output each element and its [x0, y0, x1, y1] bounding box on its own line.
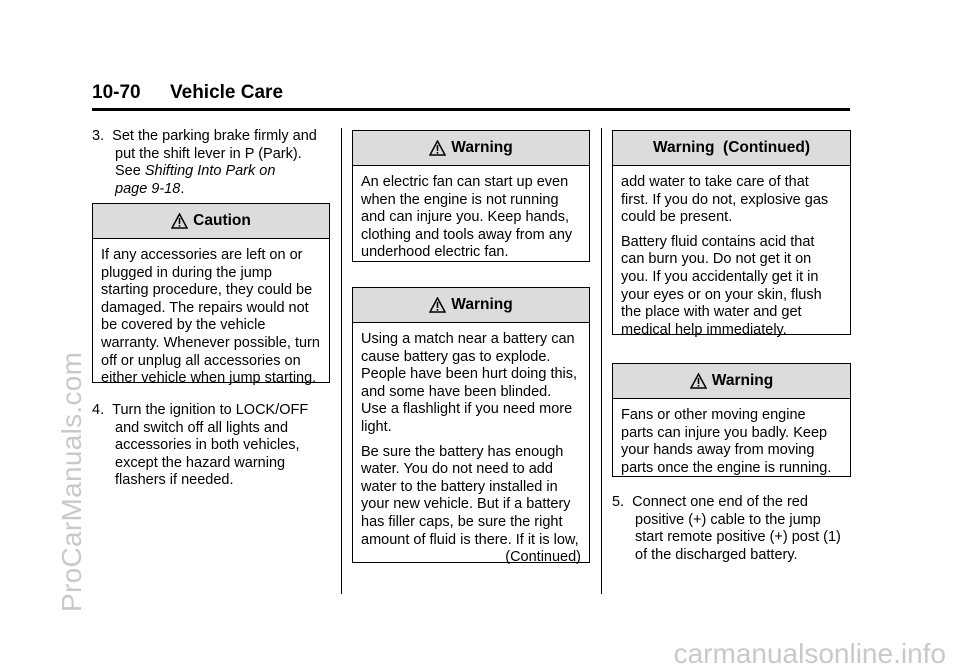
- warning-line: your eyes or on your skin, flush: [621, 286, 822, 303]
- caution-line: off or unplug all accessories on: [101, 352, 301, 369]
- warning-line: add water to take care of that: [621, 174, 809, 190]
- warning-line: water. You do not need to add: [361, 461, 553, 478]
- step-3-line-1: [92, 128, 317, 146]
- warning-box-moving-parts: [612, 363, 851, 477]
- warning-paragraph: [621, 174, 842, 227]
- see-word: See: [115, 163, 145, 179]
- step-4-line: accessories in both vehicles,: [115, 437, 300, 453]
- warning-line: can burn you. Do not get it on: [621, 251, 812, 268]
- step-5: [612, 494, 841, 564]
- step-5-line: start remote positive (+) post (1): [635, 529, 841, 545]
- caution-line: starting procedure, they could be: [101, 282, 313, 299]
- warning-line: Battery fluid contains acid that: [621, 233, 815, 250]
- warning-continued-title: Warning (Continued): [653, 139, 810, 156]
- step-5-number: 5.: [612, 494, 625, 510]
- step-5-line: positive (+) cable to the jump: [635, 511, 821, 528]
- caution-title: Caution: [193, 212, 251, 229]
- step-3-line-4: [92, 181, 317, 199]
- section-title: Vehicle Care: [170, 82, 284, 103]
- warning-line: Use a flashlight if you need more: [361, 401, 573, 418]
- warning-line: first. If you do not, explosive gas: [621, 191, 829, 208]
- warning-body: [353, 323, 589, 567]
- step-5-line: of the discharged battery.: [635, 546, 798, 563]
- warning-line: amount of fluid is there. If it is low,: [361, 531, 579, 548]
- warning-body: [613, 399, 850, 477]
- warning-line: People have been hurt doing this,: [361, 366, 578, 383]
- caution-box: [92, 203, 330, 387]
- warning-line: cause battery gas to explode.: [361, 348, 551, 365]
- step-3: [92, 128, 317, 198]
- caution-body: [93, 239, 329, 388]
- step-5-text: Connect one end of the red: [632, 494, 808, 510]
- warning-line: the place with water and get: [621, 304, 802, 321]
- column-divider-2: [601, 128, 602, 594]
- column-divider-1: [341, 128, 342, 594]
- warning-body: [353, 166, 589, 262]
- warning-header: [353, 288, 589, 323]
- warning-title: Warning: [451, 139, 513, 156]
- warning-icon: [429, 297, 446, 313]
- step-4-line-1: [92, 402, 308, 420]
- step-4: [92, 402, 308, 490]
- warning-line: could be present.: [621, 209, 733, 226]
- step-3-line-3: [92, 163, 317, 181]
- step-4-number: 4.: [92, 402, 105, 418]
- caution-line: damaged. The repairs would not: [101, 299, 309, 316]
- step-5-line-1: [612, 494, 841, 512]
- warning-header: [613, 131, 850, 166]
- warning-box-fan: [352, 130, 590, 262]
- warning-line: when the engine is not running: [361, 191, 559, 208]
- warning-title: Warning: [711, 372, 774, 389]
- warning-box-battery: [352, 287, 590, 566]
- warning-title: Warning: [451, 296, 513, 313]
- warning-line: clothing and tools away from any: [361, 226, 573, 243]
- ref-period: .: [180, 180, 185, 197]
- warning-paragraph: [361, 444, 581, 550]
- caution-line: either vehicle when jump starting.: [101, 370, 317, 387]
- warning-paragraph: [361, 331, 581, 437]
- cross-reference-link[interactable]: Shifting Into Park on: [144, 163, 276, 179]
- warning-line: An electric fan can start up even: [361, 174, 569, 190]
- warning-icon: [429, 140, 446, 156]
- step-4-line: except the hazard warning: [115, 454, 286, 471]
- warning-line: has filler caps, be sure the right: [361, 513, 563, 530]
- caution-icon: [171, 213, 188, 229]
- warning-line: medical help immediately.: [621, 321, 787, 338]
- warning-line: Using a match near a battery can: [361, 331, 575, 347]
- warning-line: water to the battery installed in: [361, 478, 558, 495]
- warning-line: your new vehicle. But if a battery: [361, 496, 571, 513]
- step-3-text-1: Set the parking brake firmly and: [112, 128, 317, 144]
- side-watermark: ProCarManuals.com: [56, 351, 87, 612]
- warning-body: [613, 166, 850, 339]
- continued-label: (Continued): [505, 549, 581, 566]
- step-4-line: flashers if needed.: [115, 472, 234, 488]
- warning-line: your hands away from moving: [621, 442, 815, 459]
- bottom-watermark: carmanualsonline.info: [673, 638, 946, 669]
- caution-header: [93, 204, 329, 239]
- warning-box-continued: [612, 130, 851, 338]
- caution-line: warranty. Whenever possible, turn: [101, 334, 320, 351]
- step-4-line: and switch off all lights and: [115, 419, 289, 436]
- caution-line: be covered by the vehicle: [101, 317, 266, 334]
- warning-line: underhood electric fan.: [361, 244, 509, 261]
- warning-line: and some have been blinded.: [361, 383, 552, 400]
- warning-line: you. If you accidentally get it in: [621, 268, 819, 285]
- warning-header: [353, 131, 589, 166]
- warning-line: parts once the engine is running.: [621, 459, 832, 476]
- step-4-text: Turn the ignition to LOCK/OFF: [112, 402, 309, 418]
- warning-icon: [690, 373, 707, 389]
- caution-line: If any accessories are left on or: [101, 247, 303, 263]
- warning-header: [613, 364, 850, 399]
- caution-line: plugged in during the jump: [101, 264, 272, 281]
- warning-line: Fans or other moving engine: [621, 407, 806, 423]
- step-3-line-2: put the shift lever in P (Park).: [115, 145, 302, 162]
- warning-line: light.: [361, 418, 392, 435]
- warning-paragraph: [621, 234, 842, 340]
- warning-line: and can injure you. Keep hands,: [361, 209, 569, 226]
- page-reference[interactable]: page 9-18: [115, 180, 181, 197]
- page-number: 10-70: [92, 82, 141, 103]
- step-3-number: 3.: [92, 128, 105, 144]
- warning-line: parts can injure you badly. Keep: [621, 424, 828, 441]
- page-header: [92, 82, 850, 111]
- warning-line: Be sure the battery has enough: [361, 443, 564, 460]
